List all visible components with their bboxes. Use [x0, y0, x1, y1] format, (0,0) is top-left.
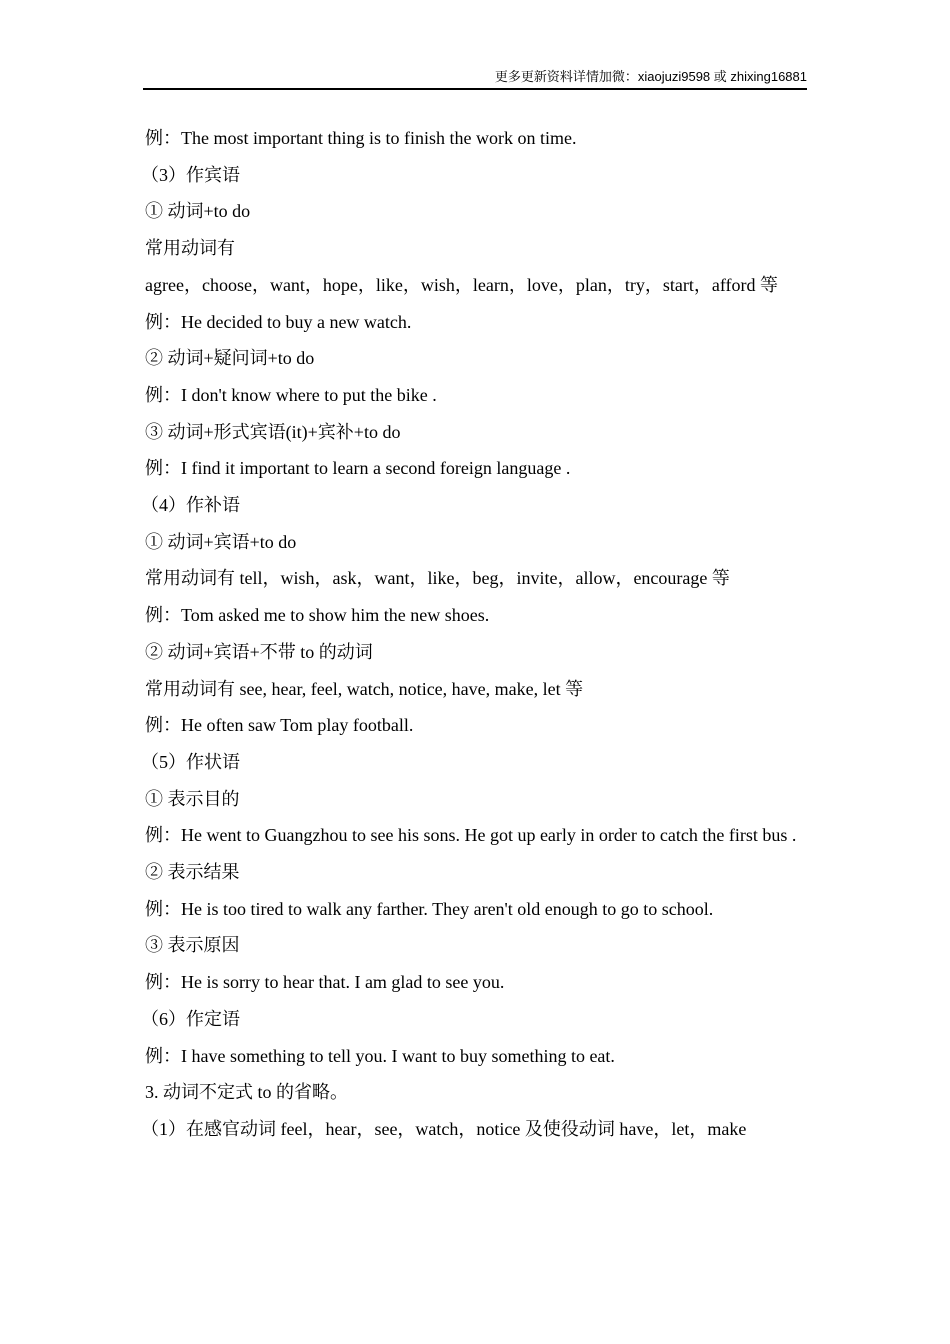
section-heading: （5）作状语 [141, 751, 240, 772]
header-text: 更多更新资料详情加微：xiaojuzi9598 或 zhixing16881 [494, 69, 807, 84]
page-header [143, 68, 807, 90]
section-heading: （6）作定语 [141, 1008, 240, 1029]
example-line: 例：The most important thing is to finish the work on time. [145, 128, 577, 148]
rule-item: ① 动词+宾语+to do [145, 531, 297, 552]
rule-item: ③ 动词+形式宾语(it)+宾补+to do [145, 421, 401, 442]
verb-list: agree，choose，want，hope，like，wish，learn，love，plan，try，start，afford 等 [145, 274, 779, 295]
example-line: 例：He often saw Tom play football. [145, 715, 414, 736]
rule-item: ③ 表示原因 [145, 935, 240, 956]
document-body [141, 120, 805, 1148]
rule-item: ① 表示目的 [145, 788, 240, 809]
example-line: 例：He went to Guangzhou to see his sons. He got up early in order to catch the first bus . [145, 825, 797, 846]
text-line: （1）在感官动词 feel，hear，see，watch，notice 及使役动词 have，let，make [141, 1118, 747, 1139]
example-line: 例：I find it important to learn a second foreign language . [145, 458, 571, 479]
rule-item: ② 动词+疑问词+to do [145, 348, 315, 369]
example-line: 例：He decided to buy a new watch. [145, 311, 412, 332]
example-line: 例：I have something to tell you. I want to buy something to eat. [145, 1045, 615, 1066]
section-heading: （3）作宾语 [141, 164, 240, 185]
text-line: 常用动词有 tell，wish，ask，want，like，beg，invite，allow，encourage 等 [145, 568, 730, 589]
section-heading: 3. 动词不定式 to 的省略。 [145, 1082, 349, 1103]
example-line: 例：He is too tired to walk any farther. They aren't old enough to go to school. [145, 898, 714, 919]
section-heading: （4）作补语 [141, 495, 240, 516]
text-line: 常用动词有 see, hear, feel, watch, notice, have, make, let 等 [145, 678, 584, 699]
rule-item: ② 表示结果 [145, 862, 240, 883]
example-line: 例：He is sorry to hear that. I am glad to see you. [145, 972, 505, 993]
example-line: 例：I don't know where to put the bike . [145, 384, 437, 405]
text-line: 常用动词有 [145, 238, 235, 259]
rule-item: ② 动词+宾语+不带 to 的动词 [145, 641, 373, 662]
rule-item: ① 动词+to do [145, 201, 251, 222]
example-line: 例：Tom asked me to show him the new shoes. [145, 605, 490, 626]
